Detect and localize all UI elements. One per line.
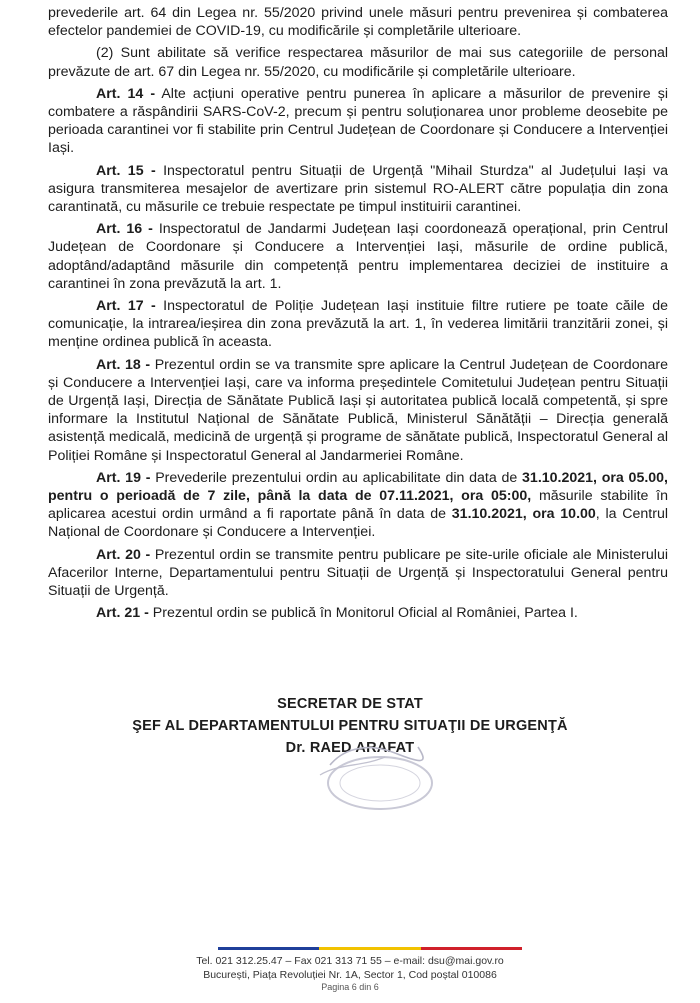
page-number: Pagina 6 din 6 [321,982,379,992]
article-15 [48,162,668,217]
article-label: Art. 19 - [96,469,151,486]
page-footer [0,954,700,993]
article-label: Art. 15 - [96,162,156,179]
footer-address: București, Piața Revoluției Nr. 1A, Sector 1, Cod poștal 010086 [203,969,497,981]
article-text: Inspectoratul pentru Situații de Urgență "Mihail Sturdza" al Județului Iași va asigura transmiterea mesajelor de avertizare prin sistemul RO-ALERT către populația din zona carantinată, cu măsurile ce trebuie respectate pe timpul instituirii carantinei. [48,162,668,216]
article-text: Prevederile prezentului ordin au aplicabilitate din data de [155,469,518,486]
signatory-name: Dr. RAED ARAFAT [285,740,415,756]
article-text: Inspectoratul de Jandarmi Județean Iași coordonează operațional, prin Centrul Județean de Coordonare și Conducere a Intervenției Iași, măsurile de ordine publică, adoptând/adaptând măsurile din competență pentru implementarea deciziei de instituire a carantinei în zona prevăzută la art. 1. [48,221,668,292]
article-label: Art. 18 - [96,356,151,373]
article-text: Inspectoratul de Poliție Județean Iași instituie filtre rutiere pe toate căile de comunicație, la intrarea/ieșirea din zona prevăzută la art. 1, în vederea limitării tranzitării zonei, și menține ordinea publică în aceasta. [48,298,668,351]
article-text: Alte acțiuni operative pentru punerea în aplicare a măsurilor de prevenire și combatere a răspândirii SARS-CoV-2, precum și pentru soluționarea unor probleme deosebite pe perioada carantinei vor fi stabilite prin Centrul Județean de Coordonare și Conducere a Intervenției Iași. [48,85,668,157]
article-20 [48,546,668,601]
article-label: Art. 20 - [96,546,151,563]
article-report-date: 31.10.2021, ora 10.00 [451,506,596,523]
article-18 [48,356,668,465]
flag-stripe-yellow [319,947,420,950]
article-16 [48,220,668,293]
intro-paragraph-2: (2) Sunt abilitate să verifice respectarea măsurilor de mai sus categoriile de personal prevăzute de art. 67 din Legea nr. 55/2020, cu modificările și completările ulterioare. [48,45,668,80]
official-stamp-icon [300,735,450,815]
flag-color-bar [218,947,522,950]
article-19 [48,469,668,542]
document-body [48,4,668,627]
intro-paragraph-1: prevederile art. 64 din Legea nr. 55/2020 privind unele măsuri pentru prevenirea și combaterea efectelor pandemiei de COVID-19, cu modificările și completările ulterioare. [48,5,668,40]
signatory-title: SECRETAR DE STAT [277,696,423,712]
article-17 [48,297,668,352]
article-text: Prezentul ordin se transmite pentru publicare pe site-urile oficiale ale Ministerului Afacerilor Interne, Departamentului pentru Situații de Urgență și Inspectoratului General pentru Situații de Urgență. [48,546,668,600]
article-text: Prezentul ordin se publică în Monitorul Oficial al României, Partea I. [152,605,578,622]
article-text: măsurile stabilite în aplicarea acestui ordin urmând a fi raportate până în data de [48,488,668,523]
flag-stripe-blue [218,947,319,950]
article-21 [48,604,668,622]
article-text: , la Centrul Național de Coordonare și Conducere a Intervenției. [48,506,668,541]
footer-contact: Tel. 021 312.25.47 – Fax 021 313 71 55 – e-mail: dsu@mai.gov.ro [196,955,504,967]
article-label: Art. 17 - [96,298,156,315]
flag-stripe-red [421,947,522,950]
article-14 [48,85,668,158]
signatory-department: ŞEF AL DEPARTAMENTULUI PENTRU SITUAŢII DE URGENŢĂ [132,718,568,734]
article-text: Prezentul ordin se va transmite spre aplicare la Centrul Județean de Coordonare și Conducere a Intervenției Iași, care va informa președintele Comitetului Județean pentru Situații de Urgență Iași, Direcția de Sănătate Publică Iași și autoritatea publică locală competentă, și spre informare la Institutul Național de Sănătate Publică, Ministerul Sănătății – Direcția generală asistență medicală, medicină de urgență și programe de sănătate publică, Inspectoratul General al Poliției Române și Inspectoratul General al Jandarmeriei Române. [48,356,668,464]
article-label: Art. 21 - [96,605,149,622]
article-label: Art. 14 - [96,85,156,102]
article-date-range: 31.10.2021, ora 05.00, pentru o perioadă de 7 zile, până la data de 07.11.2021, ora 05:00, [48,469,669,505]
article-label: Art. 16 - [96,221,153,238]
